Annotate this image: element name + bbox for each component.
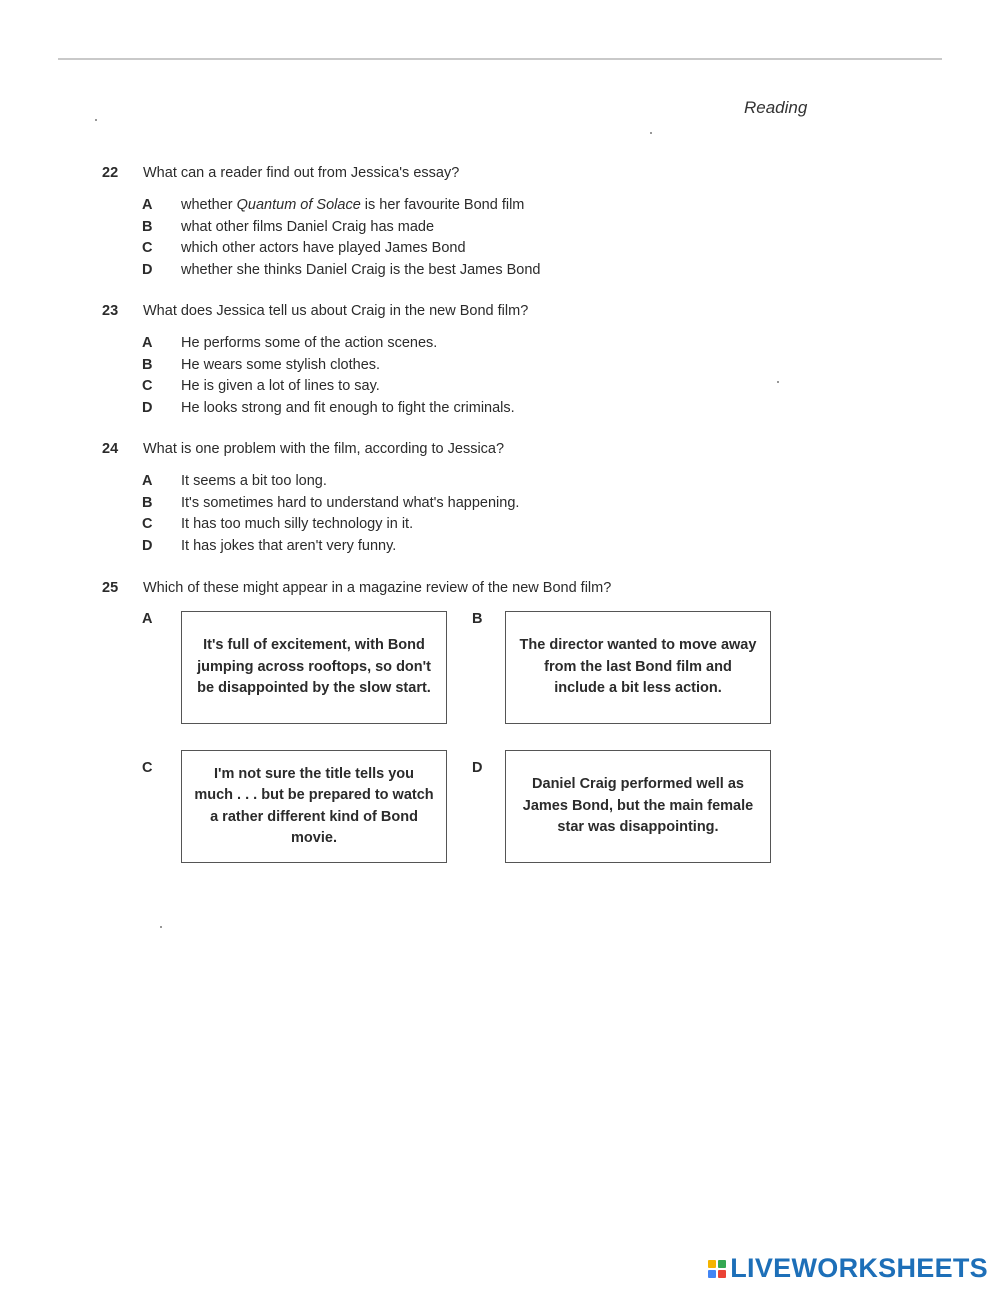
question-text: What is one problem with the film, according to Jessica?: [143, 441, 505, 457]
option-text: whether Quantum of Solace is her favourite Bond film: [181, 197, 525, 213]
quote-box-a[interactable]: [181, 611, 447, 724]
option-b[interactable]: B It's sometimes hard to understand what's happening.: [142, 493, 802, 515]
quote-text: Daniel Craig performed well as James Bond, but the main female star was disappointing.: [522, 776, 754, 836]
question-number: 25: [102, 580, 119, 596]
scan-speck: [160, 926, 162, 928]
option-a[interactable]: A It seems a bit too long.: [142, 471, 802, 493]
quote-box-b[interactable]: [505, 611, 771, 724]
question-number: 22: [102, 165, 119, 181]
option-c[interactable]: C He is given a lot of lines to say.: [142, 376, 802, 398]
option-d[interactable]: D whether she thinks Daniel Craig is the best James Bond: [142, 260, 802, 282]
question-24: [102, 440, 802, 557]
option-text: He looks strong and fit enough to fight the criminals.: [181, 399, 515, 416]
option-text: which other actors have played James Bond: [181, 240, 466, 256]
quote-box-d[interactable]: [505, 750, 771, 863]
options-list: [142, 195, 802, 281]
option-d[interactable]: D It has jokes that aren't very funny.: [142, 536, 802, 558]
logo-square: [708, 1260, 716, 1268]
question-number: 24: [102, 441, 119, 457]
option-text: what other films Daniel Craig has made: [181, 218, 435, 235]
option-text: He wears some stylish clothes.: [181, 356, 381, 373]
scan-speck: [650, 132, 652, 134]
option-text: He performs some of the action scenes.: [181, 335, 438, 351]
logo-square: [708, 1270, 716, 1278]
option-text: It seems a bit too long.: [181, 473, 327, 489]
option-b[interactable]: B what other films Daniel Craig has made: [142, 217, 802, 239]
option-d[interactable]: D He looks strong and fit enough to fight the criminals.: [142, 398, 802, 420]
film-title: Quantum of Solace: [236, 197, 361, 213]
quote-text: The director wanted to move away from the last Bond film and include a bit less action.: [519, 637, 757, 697]
quote-text: It's full of excitement, with Bond jumping across rooftops, so don't be disappointed by the slow start.: [197, 637, 431, 697]
liveworksheets-logo[interactable]: [708, 1253, 988, 1284]
box-letter-b: B: [472, 611, 483, 627]
section-title: Reading: [744, 98, 808, 117]
question-22: [102, 164, 802, 281]
options-list: [142, 471, 802, 557]
question-text: What does Jessica tell us about Craig in the new Bond film?: [143, 303, 529, 319]
option-c[interactable]: C which other actors have played James Bond: [142, 238, 802, 260]
top-rule: [58, 58, 942, 60]
options-list: [142, 333, 802, 419]
question-text: What can a reader find out from Jessica's essay?: [143, 165, 460, 181]
liveworksheets-logo-icon: [708, 1260, 726, 1278]
logo-square: [718, 1260, 726, 1268]
question-text: Which of these might appear in a magazine review of the new Bond film?: [143, 580, 612, 596]
brand-name: LIVEWORKSHEETS: [730, 1253, 988, 1283]
box-letter-a: A: [142, 611, 153, 627]
scan-speck: [95, 119, 97, 121]
quote-box-c[interactable]: [181, 750, 447, 863]
option-a[interactable]: A whether Quantum of Solace is her favourite Bond film: [142, 195, 802, 217]
option-a[interactable]: A He performs some of the action scenes.: [142, 333, 802, 355]
question-25: [102, 579, 802, 597]
option-c[interactable]: C It has too much silly technology in it.: [142, 514, 802, 536]
option-text: whether she thinks Daniel Craig is the best James Bond: [181, 261, 541, 278]
box-letter-d: D: [472, 760, 483, 776]
quote-text: I'm not sure the title tells you much . . . but be prepared to watch a rather different kind of Bond movie.: [194, 765, 434, 846]
question-23: [102, 302, 802, 419]
option-text: It's sometimes hard to understand what's happening.: [181, 494, 520, 511]
option-text: He is given a lot of lines to say.: [181, 378, 380, 394]
box-letter-c: C: [142, 760, 153, 776]
option-text: It has jokes that aren't very funny.: [181, 537, 397, 554]
question-number: 23: [102, 303, 119, 319]
option-b[interactable]: B He wears some stylish clothes.: [142, 355, 802, 377]
option-text: It has too much silly technology in it.: [181, 516, 414, 532]
logo-square: [718, 1270, 726, 1278]
